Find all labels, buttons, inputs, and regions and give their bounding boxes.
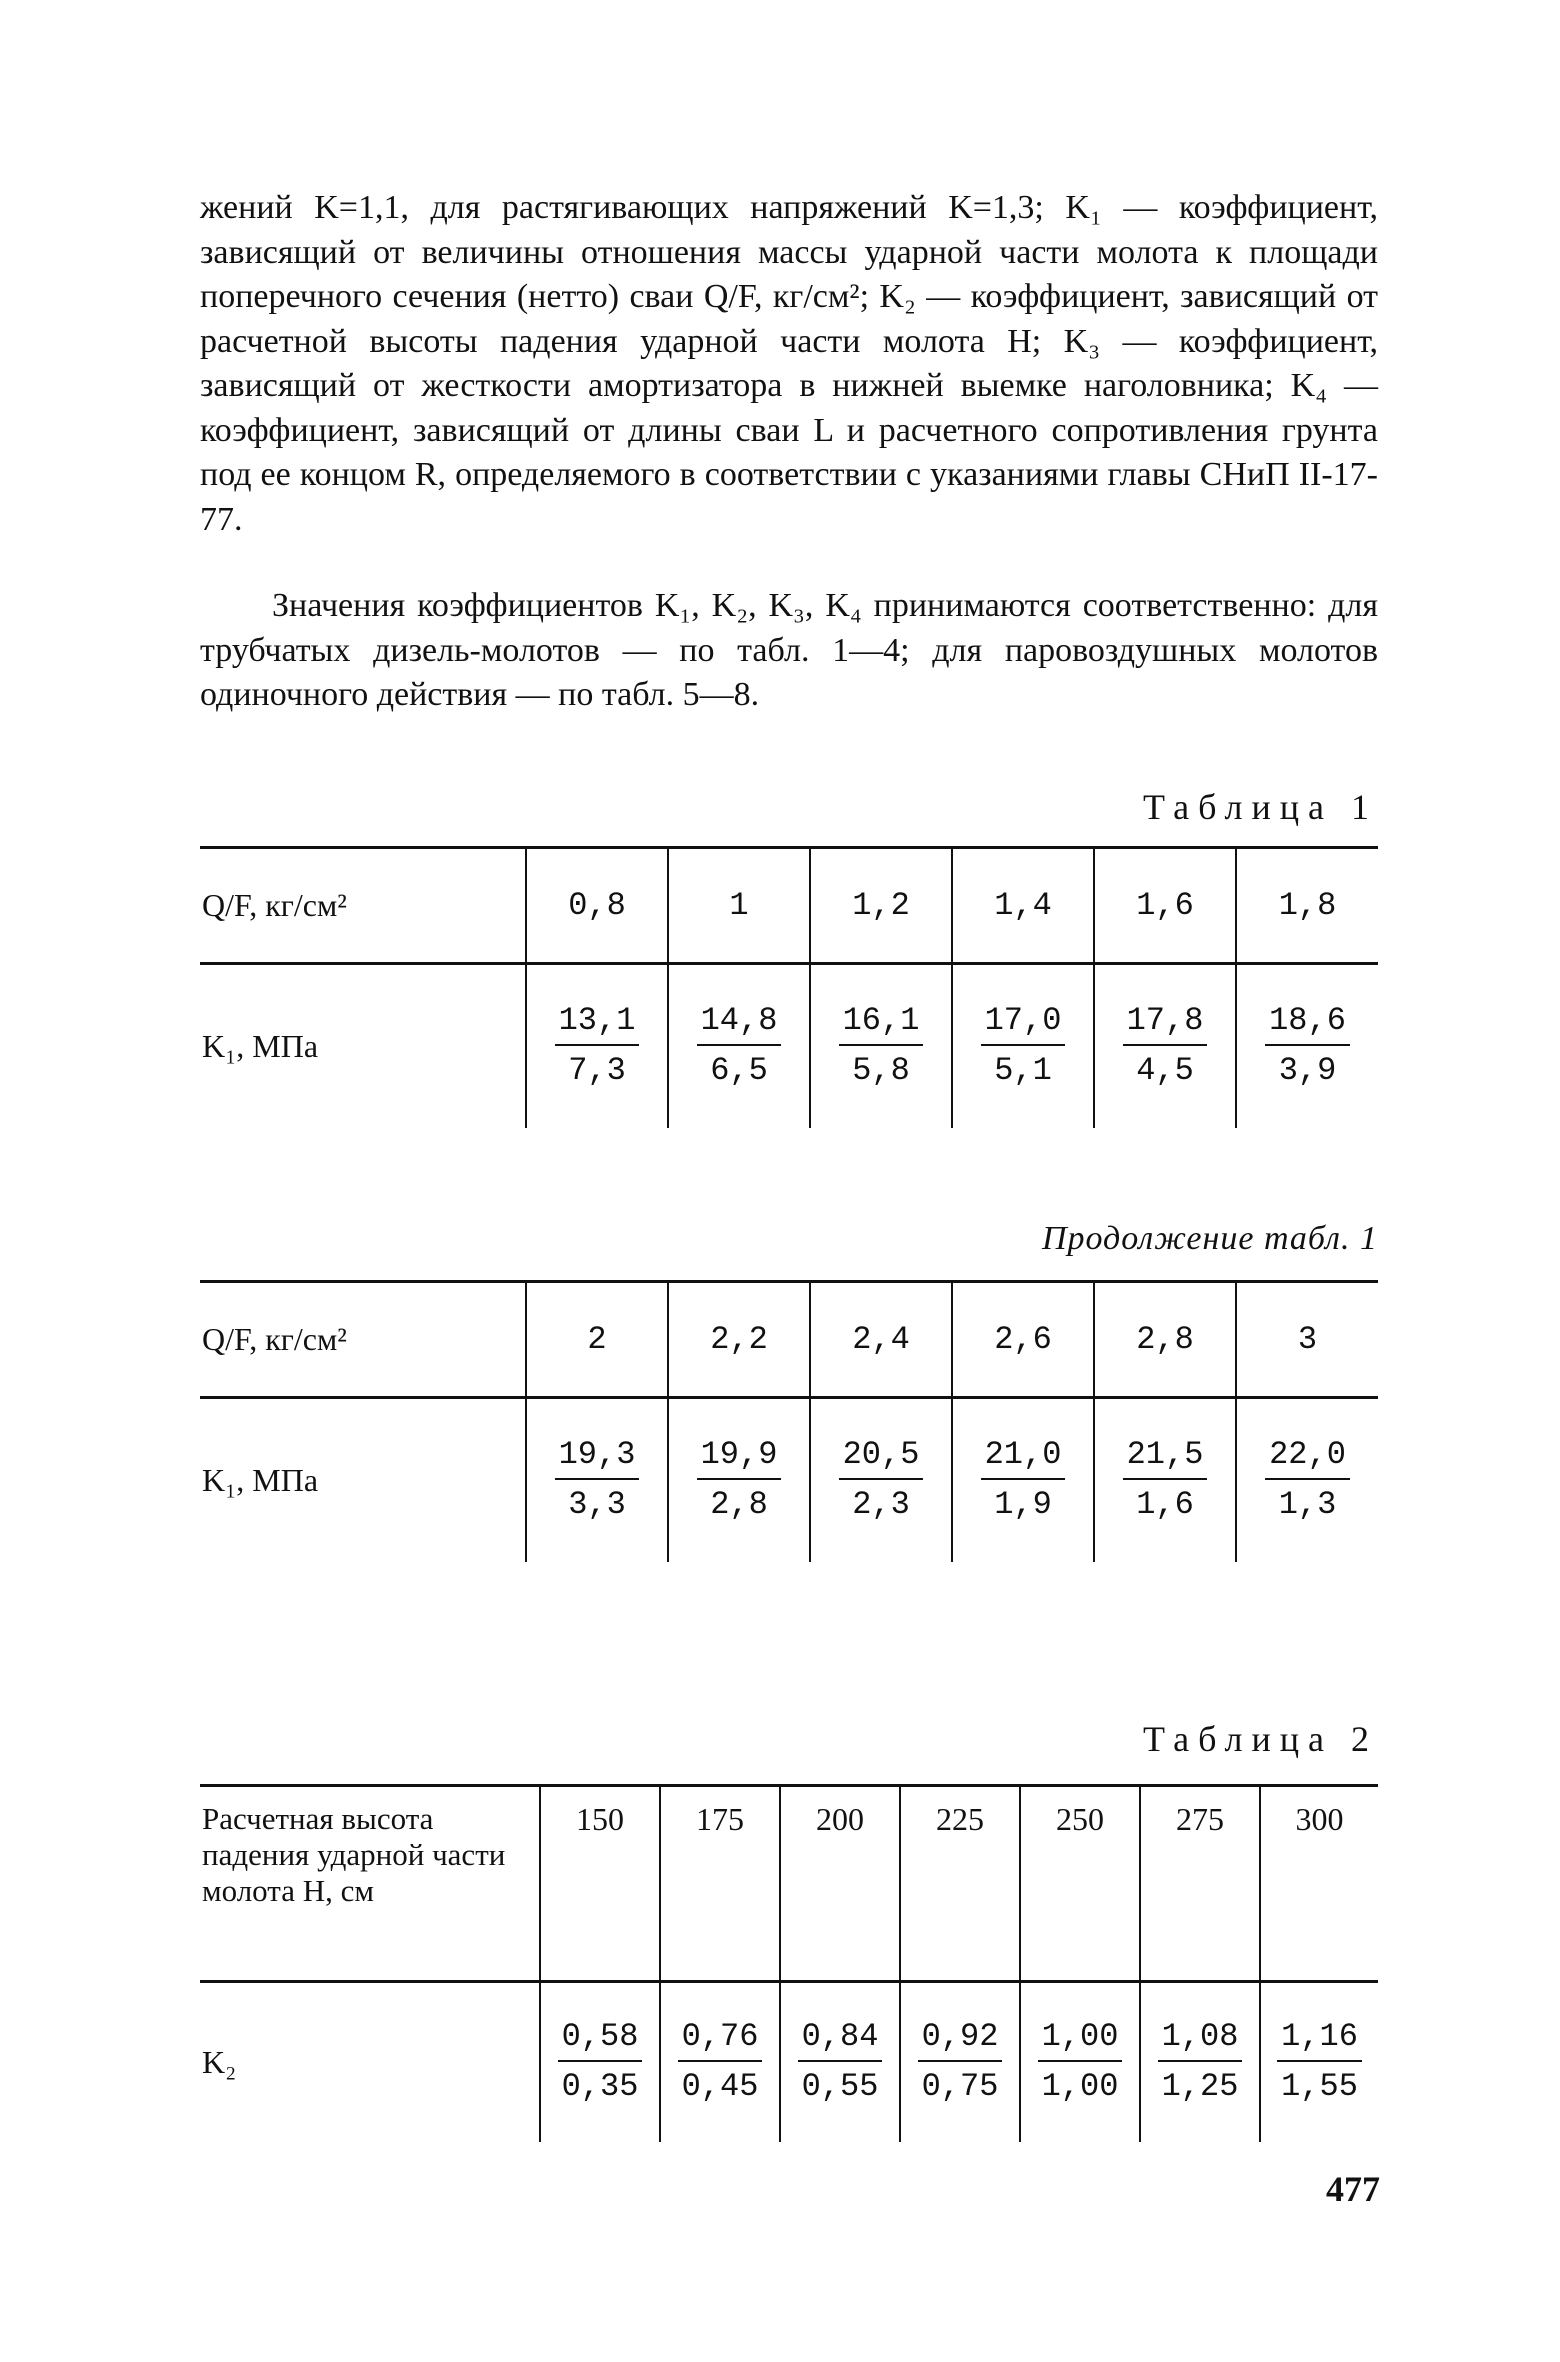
table1-cell (1236, 964, 1378, 1128)
table1-cont-cell (668, 1398, 810, 1562)
table1-cont-row-label: K₁, МПа (202, 1461, 319, 1498)
table2-value-row (200, 1982, 1378, 2142)
table1-col-header: 1 (668, 848, 810, 964)
table1-cont-cell (810, 1398, 952, 1562)
table1-cont-value-row (200, 1398, 1378, 1562)
table1-value-row (200, 964, 1378, 1128)
fraction-numerator: 21,5 (1123, 1435, 1208, 1480)
fraction-denominator: 7,3 (568, 1052, 626, 1090)
fraction-denominator: 1,6 (1136, 1486, 1194, 1524)
table2-header-label: Расчетная высота падения ударной части молота H, см (200, 1786, 540, 1982)
fraction-numerator: 19,3 (555, 1435, 640, 1480)
table2-cell (1140, 1982, 1260, 2142)
table1-cont-col-header: 2,8 (1094, 1282, 1236, 1398)
table2-col-header: 300 (1260, 1786, 1378, 1982)
table2-cell (900, 1982, 1020, 2142)
fraction-denominator: 1,9 (994, 1486, 1052, 1524)
fraction-numerator: 14,8 (697, 1001, 782, 1046)
table2-header-row (200, 1786, 1378, 1982)
table1-continuation (200, 1280, 1378, 1562)
table2-col-header: 175 (660, 1786, 780, 1982)
paragraph-coefficients-definition: жений K=1,1, для растягивающих напряжений K=1,3; K₁ — коэффициент, зависящий от величины отношения массы ударной части молота к площади поперечного сечения (нетто) сваи Q/F, кг/см²; K₂ — коэффициент, зависящий от расчетной высоты падения ударной части молота H; K₃ — коэффициент, зависящий от жесткости амортизатора в нижней выемке наголовника; K₄ — коэффициент, зависящий от длины сваи L и расчетного сопротивления грунта под ее концом R, определяемого в соответствии с указаниями главы СНиП II-17-77. (200, 189, 1378, 538)
fraction-denominator: 5,1 (994, 1052, 1052, 1090)
fraction-numerator: 0,58 (558, 2017, 643, 2062)
fraction-denominator: 0,35 (561, 2068, 639, 2106)
table2-cell (1020, 1982, 1140, 2142)
fraction-denominator: 1,25 (1161, 2068, 1239, 2106)
table1-cont-cell (1236, 1398, 1378, 1562)
table2-cell (1260, 1982, 1378, 2142)
fraction-numerator: 17,0 (981, 1001, 1066, 1046)
table1-cont-cell (526, 1398, 668, 1562)
table1-cell (1094, 964, 1236, 1128)
table2-col-header: 275 (1140, 1786, 1260, 1982)
table1-row-label: K₁, МПа (202, 1027, 319, 1064)
table1-cont-cell (1094, 1398, 1236, 1562)
fraction-denominator: 5,8 (852, 1052, 910, 1090)
fraction-numerator: 20,5 (839, 1435, 924, 1480)
fraction-numerator: 18,6 (1265, 1001, 1350, 1046)
table1-cell (952, 964, 1094, 1128)
fraction-numerator: 19,9 (697, 1435, 782, 1480)
table1-caption: Таблица 1 (1143, 787, 1378, 827)
fraction-numerator: 22,0 (1265, 1435, 1350, 1480)
fraction-denominator: 1,00 (1041, 2068, 1119, 2106)
table1-cont-cell (952, 1398, 1094, 1562)
fraction-numerator: 1,16 (1277, 2017, 1362, 2062)
fraction-denominator: 4,5 (1136, 1052, 1194, 1090)
table2 (200, 1784, 1378, 2142)
table1-col-header: 1,2 (810, 848, 952, 964)
table1-cell (810, 964, 952, 1128)
fraction-denominator: 2,3 (852, 1486, 910, 1524)
table1 (200, 846, 1378, 1128)
table2-caption: Таблица 2 (1143, 1719, 1378, 1759)
table2-cell (660, 1982, 780, 2142)
fraction-numerator: 17,8 (1123, 1001, 1208, 1046)
fraction-numerator: 13,1 (555, 1001, 640, 1046)
table1-cell (668, 964, 810, 1128)
fraction-denominator: 1,3 (1278, 1486, 1337, 1524)
fraction-numerator: 1,00 (1038, 2017, 1123, 2062)
table1-cont-col-header: 2,6 (952, 1282, 1094, 1398)
table2-col-header: 225 (900, 1786, 1020, 1982)
fraction-denominator: 0,75 (921, 2068, 999, 2106)
table1-header-row (200, 848, 1378, 964)
table1-cont-col-header: 2 (526, 1282, 668, 1398)
table1-cont-col-header: 3 (1236, 1282, 1378, 1398)
fraction-denominator: 3,3 (568, 1486, 626, 1524)
table1-header-label: Q/F, кг/см² (200, 848, 526, 964)
table1-continuation-caption: Продолжение табл. 1 (1041, 1220, 1378, 1257)
table1-cont-header-label: Q/F, кг/см² (200, 1282, 526, 1398)
fraction-numerator: 16,1 (839, 1001, 924, 1046)
fraction-numerator: 0,76 (678, 2017, 763, 2062)
table1-col-header: 0,8 (526, 848, 668, 964)
fraction-denominator: 0,45 (681, 2068, 759, 2106)
table2-cell (540, 1982, 660, 2142)
table2-cell (780, 1982, 900, 2142)
table1-cont-header-row (200, 1282, 1378, 1398)
fraction-denominator: 2,8 (710, 1486, 768, 1524)
table1-cont-col-header: 2,4 (810, 1282, 952, 1398)
table2-col-header: 200 (780, 1786, 900, 1982)
table2-col-header: 150 (540, 1786, 660, 1982)
table2-col-header: 250 (1020, 1786, 1140, 1982)
table1-cont-col-header: 2,2 (668, 1282, 810, 1398)
fraction-denominator: 1,55 (1281, 2068, 1358, 2106)
fraction-numerator: 1,08 (1158, 2017, 1243, 2062)
table1-col-header: 1,6 (1094, 848, 1236, 964)
paragraph-coefficients-values: Значения коэффициентов K₁, K₂, K₃, K₄ принимаются соответственно: для трубчатых дизель-молотов — по табл. 1—4; для паровоздушных молотов одиночного действия — по табл. 5—8. (200, 587, 1378, 713)
fraction-numerator: 0,92 (918, 2017, 1003, 2062)
fraction-numerator: 0,84 (798, 2017, 883, 2062)
fraction-denominator: 3,9 (1278, 1052, 1337, 1090)
fraction-denominator: 0,55 (801, 2068, 879, 2106)
fraction-denominator: 6,5 (710, 1052, 768, 1090)
table2-row-label: K₂ (202, 2043, 237, 2080)
fraction-numerator: 21,0 (981, 1435, 1066, 1480)
table1-col-header: 1,4 (952, 848, 1094, 964)
table1-col-header: 1,8 (1236, 848, 1378, 964)
table1-cell (526, 964, 668, 1128)
page-number: 477 (1326, 2169, 1380, 2209)
